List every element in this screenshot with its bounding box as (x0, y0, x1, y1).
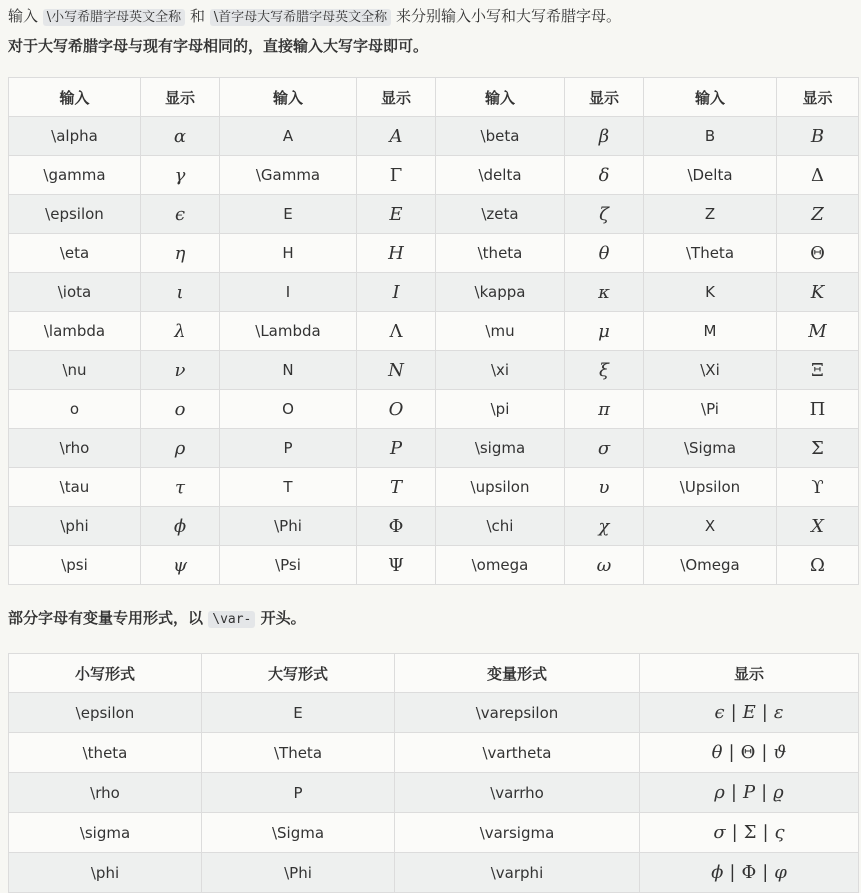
intro-text-post: 来分别输入小写和大写希腊字母。 (395, 7, 621, 25)
input-command: \theta (436, 234, 565, 273)
rendered-symbols (640, 813, 859, 853)
input-command: \tau (9, 468, 141, 507)
rendered-symbol: O (357, 390, 436, 429)
rendered-symbol: δ (565, 156, 644, 195)
column-header: 输入 (436, 78, 565, 117)
separator: | (730, 782, 737, 803)
var-intro-pre: 部分字母有变量专用形式，以 (8, 609, 204, 627)
intro-text-mid: 和 (189, 7, 205, 25)
inline-code-lowercase: \小写希腊字母英文全称 (43, 9, 185, 26)
rendered-symbol: I (357, 273, 436, 312)
input-command: \xi (436, 351, 565, 390)
symbol: ρ (714, 782, 725, 803)
table-row (9, 312, 859, 351)
input-command: \Omega (644, 546, 777, 585)
inline-code-uppercase: \首字母大写希腊字母英文全称 (210, 9, 391, 26)
column-header: 显示 (565, 78, 644, 117)
rendered-symbol: α (141, 117, 220, 156)
input-command: \rho (9, 429, 141, 468)
input-command: \Gamma (220, 156, 357, 195)
rendered-symbol: X (777, 507, 859, 546)
input-command: I (220, 273, 357, 312)
rendered-symbol: Π (777, 390, 859, 429)
rendered-symbol: T (357, 468, 436, 507)
rendered-symbol: Ξ (777, 351, 859, 390)
symbol: Θ (740, 742, 756, 763)
table-row (9, 156, 859, 195)
rendered-symbol: σ (565, 429, 644, 468)
rendered-symbol: τ (141, 468, 220, 507)
rendered-symbol: ν (141, 351, 220, 390)
input-command: \Pi (644, 390, 777, 429)
lowercase-form: \sigma (9, 813, 202, 853)
rendered-symbol: Ω (777, 546, 859, 585)
input-command: \lambda (9, 312, 141, 351)
column-header: 显示 (141, 78, 220, 117)
table-row (9, 234, 859, 273)
column-header: 大写形式 (202, 654, 395, 693)
separator: | (761, 702, 768, 723)
input-command: H (220, 234, 357, 273)
symbol: Σ (743, 822, 757, 843)
rendered-symbol: E (357, 195, 436, 234)
rendered-symbol: Λ (357, 312, 436, 351)
separator: | (730, 702, 737, 723)
variant-form: \varsigma (395, 813, 640, 853)
input-command: \Lambda (220, 312, 357, 351)
table-row (9, 117, 859, 156)
symbol: ϑ (773, 742, 787, 763)
symbol: ϕ (711, 862, 724, 883)
rendered-symbol: ρ (141, 429, 220, 468)
rendered-symbol: ϕ (141, 507, 220, 546)
intro-line-2: 对于大写希腊字母与现有字母相同的，直接输入大写字母即可。 (8, 37, 429, 55)
rendered-symbol: η (141, 234, 220, 273)
lowercase-form: \theta (9, 733, 202, 773)
separator: | (762, 822, 769, 843)
rendered-symbol: Θ (777, 234, 859, 273)
input-command: B (644, 117, 777, 156)
column-header: 显示 (640, 654, 859, 693)
table-row (9, 429, 859, 468)
input-command: \Upsilon (644, 468, 777, 507)
variant-forms-table (8, 653, 859, 893)
table-row (9, 693, 859, 733)
input-command: \delta (436, 156, 565, 195)
rendered-symbol: Z (777, 195, 859, 234)
input-command: K (644, 273, 777, 312)
rendered-symbol: ψ (141, 546, 220, 585)
input-command: \Sigma (644, 429, 777, 468)
rendered-symbol: o (141, 390, 220, 429)
lowercase-form: \rho (9, 773, 202, 813)
input-command: \mu (436, 312, 565, 351)
input-command: \alpha (9, 117, 141, 156)
column-header: 输入 (9, 78, 141, 117)
column-header: 输入 (644, 78, 777, 117)
input-command: \Xi (644, 351, 777, 390)
table-row (9, 468, 859, 507)
variant-form: \varphi (395, 853, 640, 893)
rendered-symbol: ϵ (141, 195, 220, 234)
input-command: \iota (9, 273, 141, 312)
rendered-symbol: κ (565, 273, 644, 312)
uppercase-form: E (202, 693, 395, 733)
input-command: P (220, 429, 357, 468)
rendered-symbols (640, 773, 859, 813)
table-row (9, 546, 859, 585)
table-row (9, 390, 859, 429)
input-command: \Phi (220, 507, 357, 546)
symbol: θ (711, 742, 723, 763)
input-command: \zeta (436, 195, 565, 234)
variant-form: \vartheta (395, 733, 640, 773)
rendered-symbol: Γ (357, 156, 436, 195)
separator: | (729, 862, 736, 883)
rendered-symbol: K (777, 273, 859, 312)
rendered-symbol: π (565, 390, 644, 429)
table-row (9, 773, 859, 813)
input-command: \Psi (220, 546, 357, 585)
input-command: \epsilon (9, 195, 141, 234)
var-forms-intro (8, 605, 306, 633)
symbol: σ (713, 822, 726, 843)
rendered-symbol: B (777, 117, 859, 156)
table-header-row (9, 78, 859, 117)
rendered-symbol: Ψ (357, 546, 436, 585)
rendered-symbol: ϒ (777, 468, 859, 507)
rendered-symbol: Φ (357, 507, 436, 546)
rendered-symbol: υ (565, 468, 644, 507)
input-command: \phi (9, 507, 141, 546)
variant-form: \varrho (395, 773, 640, 813)
greek-letters-table (8, 77, 859, 585)
inline-code-var: \var- (208, 611, 255, 628)
input-command: N (220, 351, 357, 390)
input-command: \eta (9, 234, 141, 273)
input-command: \psi (9, 546, 141, 585)
input-command: \nu (9, 351, 141, 390)
symbol: E (742, 702, 756, 723)
input-command: \gamma (9, 156, 141, 195)
rendered-symbol: λ (141, 312, 220, 351)
column-header: 显示 (777, 78, 859, 117)
rendered-symbol: ι (141, 273, 220, 312)
input-command: M (644, 312, 777, 351)
rendered-symbol: P (357, 429, 436, 468)
input-command: T (220, 468, 357, 507)
rendered-symbol: γ (141, 156, 220, 195)
input-command: A (220, 117, 357, 156)
rendered-symbol: ω (565, 546, 644, 585)
rendered-symbols (640, 853, 859, 893)
input-command: X (644, 507, 777, 546)
uppercase-form: \Phi (202, 853, 395, 893)
input-command: \omega (436, 546, 565, 585)
input-command: O (220, 390, 357, 429)
input-command: \pi (436, 390, 565, 429)
rendered-symbol: Σ (777, 429, 859, 468)
intro-text-pre: 输入 (8, 7, 39, 25)
table-row (9, 813, 859, 853)
input-command: \Delta (644, 156, 777, 195)
table-row (9, 507, 859, 546)
rendered-symbol: Δ (777, 156, 859, 195)
table-row (9, 195, 859, 234)
uppercase-form: \Theta (202, 733, 395, 773)
lowercase-form: \epsilon (9, 693, 202, 733)
rendered-symbol: M (777, 312, 859, 351)
symbol: Φ (741, 862, 757, 883)
separator: | (762, 862, 769, 883)
rendered-symbol: ξ (565, 351, 644, 390)
input-command: \upsilon (436, 468, 565, 507)
rendered-symbols (640, 693, 859, 733)
column-header: 显示 (357, 78, 436, 117)
table-row (9, 733, 859, 773)
input-command: o (9, 390, 141, 429)
column-header: 变量形式 (395, 654, 640, 693)
rendered-symbol: θ (565, 234, 644, 273)
table-row (9, 273, 859, 312)
intro-text (8, 4, 858, 58)
symbol: ϵ (714, 702, 725, 723)
rendered-symbol: A (357, 117, 436, 156)
input-command: E (220, 195, 357, 234)
input-command: \chi (436, 507, 565, 546)
rendered-symbol: χ (565, 507, 644, 546)
rendered-symbol: ζ (565, 195, 644, 234)
variant-form: \varepsilon (395, 693, 640, 733)
column-header: 输入 (220, 78, 357, 117)
separator: | (728, 742, 735, 763)
rendered-symbol: β (565, 117, 644, 156)
var-intro-post: 开头。 (260, 609, 306, 627)
symbol: ς (774, 822, 785, 843)
rendered-symbol: N (357, 351, 436, 390)
table-header-row (9, 654, 859, 693)
uppercase-form: \Sigma (202, 813, 395, 853)
separator: | (761, 742, 768, 763)
input-command: \Theta (644, 234, 777, 273)
symbol: ϱ (773, 782, 784, 803)
column-header: 小写形式 (9, 654, 202, 693)
rendered-symbol: μ (565, 312, 644, 351)
input-command: \sigma (436, 429, 565, 468)
rendered-symbol: H (357, 234, 436, 273)
uppercase-form: P (202, 773, 395, 813)
separator: | (761, 782, 768, 803)
input-command: \kappa (436, 273, 565, 312)
table-row (9, 351, 859, 390)
symbol: P (742, 782, 756, 803)
rendered-symbols (640, 733, 859, 773)
lowercase-form: \phi (9, 853, 202, 893)
intro-line-1 (8, 4, 858, 30)
input-command: \beta (436, 117, 565, 156)
table-row (9, 853, 859, 893)
input-command: Z (644, 195, 777, 234)
symbol: φ (774, 862, 787, 883)
symbol: ε (773, 702, 784, 723)
separator: | (731, 822, 738, 843)
